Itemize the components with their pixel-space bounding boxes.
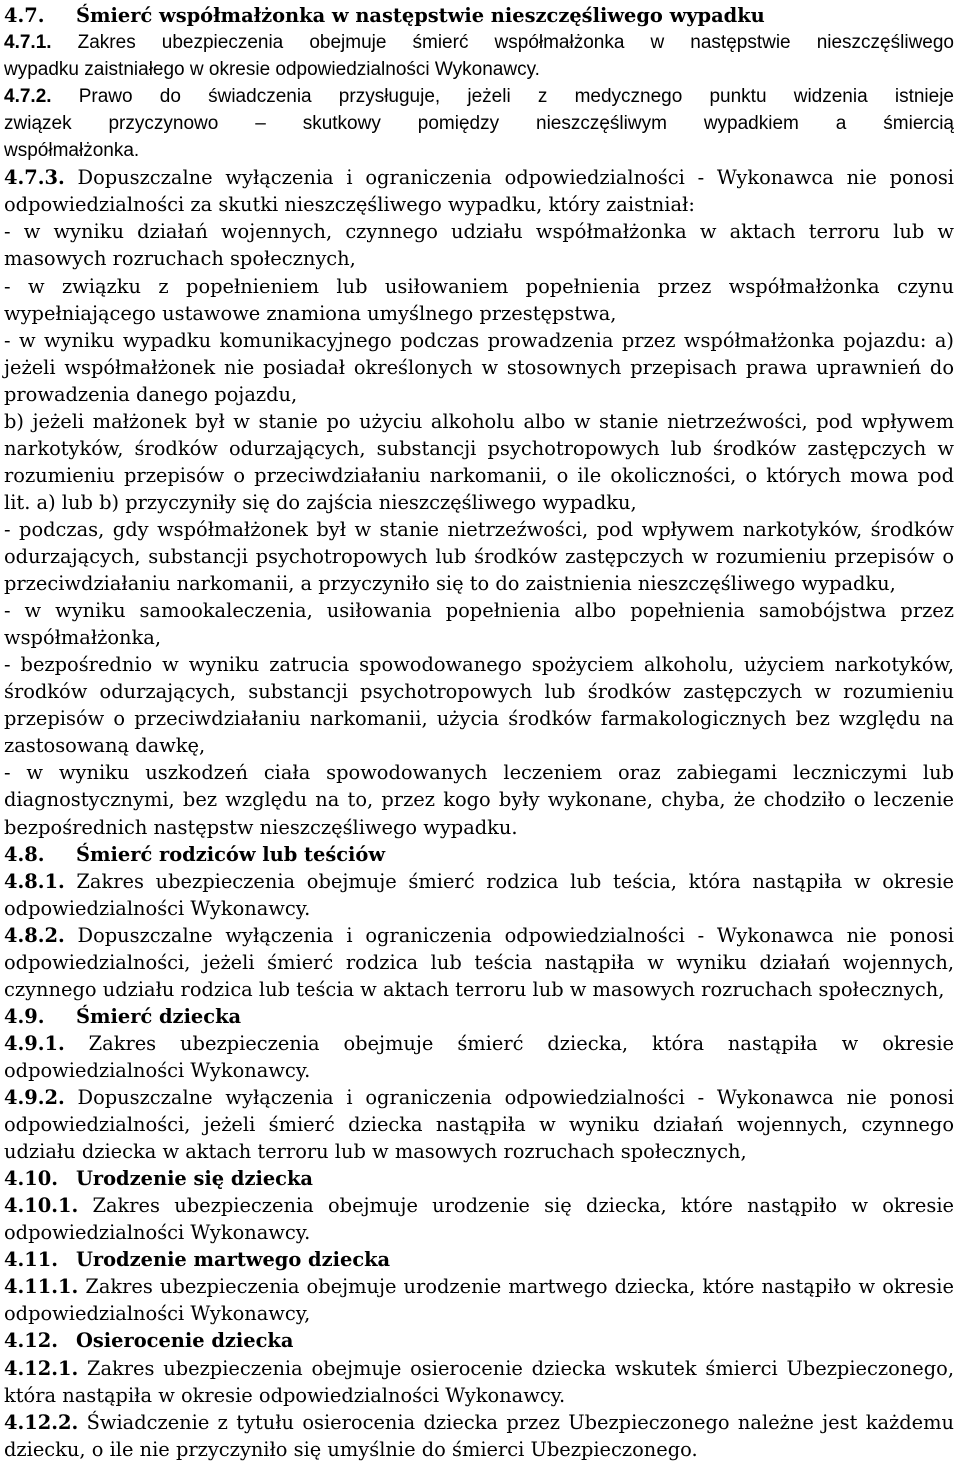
clause-text: dziecku, o ile nie przyczyniło się umyślnie do śmierci Ubezpieczonego. — [4, 1437, 698, 1461]
paragraph-line — [4, 489, 954, 516]
paragraph-line — [4, 786, 954, 813]
paragraph-line — [4, 273, 954, 300]
clause-text: wypadku zaistniałego w okresie odpowiedzialności Wykonawcy. — [4, 59, 540, 81]
clause-text: Zakres ubezpieczenia obejmuje osierocenie dziecka wskutek śmierci Ubezpieczonego, — [78, 1356, 954, 1380]
paragraph-line — [4, 678, 954, 705]
clause-text: czynnego udziału rodzica lub teścia w aktach terroru lub w masowych rozruchach społecznych, — [4, 977, 945, 1001]
paragraph-line — [4, 814, 954, 841]
section-heading — [4, 1327, 954, 1354]
clause-text: b) jeżeli małżonek był w stanie po użyciu alkoholu albo w stanie nietrzeźwości, pod wpływem — [4, 409, 954, 433]
section-title: Urodzenie martwego dziecka — [76, 1248, 391, 1272]
section-number: 4.9. — [4, 1004, 45, 1028]
section-number: 4.8. — [4, 842, 45, 866]
paragraph-line — [4, 300, 954, 327]
paragraph-line — [4, 408, 954, 435]
section-heading — [4, 841, 954, 868]
clause-number: 4.7.3. — [4, 166, 65, 190]
clause-text: udziału dziecka w aktach terroru lub w masowych rozruchach społecznych, — [4, 1140, 747, 1164]
clause-text: Zakres ubezpieczenia obejmuje śmierć dziecka, która nastąpiła w okresie — [64, 1031, 954, 1055]
paragraph-line — [4, 218, 954, 245]
clause-text: odurzających, substancji psychotropowych lub środków zastępczych w rozumieniu przepisów o — [4, 545, 954, 568]
clause-text: - w związku z popełnieniem lub usiłowaniem popełnienia przez współmałżonka czynu — [4, 274, 954, 298]
paragraph-line — [4, 1111, 954, 1138]
paragraph-line — [4, 895, 954, 922]
clause-text: - bezpośrednio w wyniku zatrucia spowodowanego spożyciem alkoholu, użyciem narkotyków, — [4, 653, 954, 677]
section-heading — [4, 1165, 954, 1192]
paragraph-line — [4, 164, 954, 191]
clause-text: diagnostycznymi, bez względu na to, przez kogo były wykonane, chyba, że chodziło o leczenie — [4, 788, 954, 812]
paragraph-line — [4, 732, 954, 759]
paragraph-line — [4, 245, 954, 272]
clause-text: rozumieniu przepisów o przeciwdziałaniu narkomanii, o ile okoliczności, o których mowa pod — [4, 463, 954, 487]
section-title: Osierocenie dziecka — [76, 1329, 294, 1353]
clause-text: związek przyczynowo – skutkowy pomiędzy nieszczęśliwym wypadkiem a śmiercią — [4, 113, 954, 135]
section-heading — [4, 1003, 954, 1030]
paragraph-line — [4, 1409, 954, 1436]
paragraph-line — [4, 462, 954, 489]
paragraph-line — [4, 543, 954, 570]
section-heading — [4, 1246, 954, 1273]
clause-text: zastosowaną dawkę, — [4, 734, 206, 758]
clause-text: prowadzenia danego pojazdu, — [4, 382, 298, 406]
clause-text: wypełniającego ustawowe znamiona umyślnego przestępstwa, — [4, 301, 617, 325]
section-number: 4.10. — [4, 1167, 58, 1191]
paragraph-line — [4, 83, 954, 110]
paragraph-line — [4, 1030, 954, 1057]
paragraph-line — [4, 1138, 954, 1165]
clause-text: - w wyniku samookaleczenia, usiłowania popełnienia albo popełnienia samobójstwa przez — [4, 599, 954, 623]
paragraph-line — [4, 570, 954, 597]
clause-number: 4.12.2. — [4, 1410, 79, 1434]
clause-text: - w wyniku działań wojennych, czynnego udziału współmałżonka w aktach terroru lub w — [4, 220, 954, 244]
clause-text: lit. a) lub b) przyczyniły się do zajścia nieszczęśliwego wypadku, — [4, 490, 637, 514]
clause-text: Zakres ubezpieczenia obejmuje urodzenie się dziecka, które nastąpiło w okresie — [78, 1194, 954, 1218]
clause-text: Zakres ubezpieczenia obejmuje urodzenie martwego dziecka, które nastąpiło w okresie — [78, 1275, 954, 1299]
paragraph-line — [4, 1382, 954, 1409]
clause-number: 4.12.1. — [4, 1356, 79, 1380]
paragraph-line — [4, 1273, 954, 1300]
paragraph-line — [4, 1436, 954, 1463]
paragraph-line — [4, 651, 954, 678]
paragraph-line — [4, 137, 954, 164]
clause-text: - podczas, gdy współmałżonek był w stanie nietrzeźwości, pod wpływem narkotyków, środków — [4, 517, 954, 541]
paragraph-line — [4, 759, 954, 786]
clause-text: - w wyniku wypadku komunikacyjnego podczas prowadzenia przez współmałżonka pojazdu: a) — [4, 328, 954, 352]
paragraph-line — [4, 381, 954, 408]
clause-text: - w wyniku uszkodzeń ciała spowodowanych leczeniem oraz zabiegami leczniczymi lub — [4, 761, 954, 785]
clause-text: odpowiedzialności, jeżeli śmierć dziecka nastąpiła w wyniku działań wojennych, czynnego — [4, 1113, 954, 1137]
clause-text: Świadczenie z tytułu osierocenia dziecka przez Ubezpieczonego należne jest każdemu — [78, 1410, 954, 1434]
clause-text: przepisów o przeciwdziałaniu narkomanii, użycia środków farmakologicznych bez względu na — [4, 707, 954, 731]
clause-text: odpowiedzialności Wykonawcy. — [4, 1221, 311, 1245]
paragraph-line — [4, 327, 954, 354]
clause-number: 4.7.2. — [4, 86, 52, 108]
paragraph-line — [4, 354, 954, 381]
clause-text: odpowiedzialności, jeżeli śmierć rodzica lub teścia nastąpiła w wyniku działań wojennych, — [4, 950, 954, 974]
clause-text: przeciwdziałaniu narkomanii, a przyczyniło się to do zaistnienia nieszczęśliwego wypadku, — [4, 572, 896, 596]
clause-text: odpowiedzialności Wykonawcy. — [4, 1058, 311, 1082]
paragraph-line — [4, 1084, 954, 1111]
paragraph-line — [4, 949, 954, 976]
section-title: Urodzenie się dziecka — [76, 1167, 313, 1191]
section-number: 4.12. — [4, 1329, 58, 1353]
clause-text: odpowiedzialności za skutki nieszczęśliwego wypadku, który zaistniał: — [4, 193, 695, 217]
section-title: Śmierć współmałżonka w następstwie nieszczęśliwego wypadku — [76, 4, 765, 27]
paragraph-line — [4, 976, 954, 1003]
clause-text: odpowiedzialności Wykonawcy. — [4, 896, 311, 920]
paragraph-line — [4, 705, 954, 732]
paragraph-line — [4, 516, 954, 543]
paragraph-line — [4, 597, 954, 624]
clause-text: bezpośrednich następstw nieszczęśliwego wypadku. — [4, 815, 518, 839]
clause-number: 4.8.1. — [4, 869, 65, 893]
paragraph-line — [4, 624, 954, 651]
paragraph-line — [4, 110, 954, 137]
clause-number: 4.8.2. — [4, 923, 65, 947]
section-title: Śmierć rodziców lub teściów — [76, 842, 386, 866]
paragraph-line — [4, 56, 954, 83]
paragraph-line — [4, 191, 954, 218]
section-number: 4.7. — [4, 4, 45, 27]
clause-number: 4.11.1. — [4, 1275, 79, 1299]
clause-text: współmałżonka. — [4, 140, 140, 162]
clause-text: która nastąpiła w okresie odpowiedzialności Wykonawcy. — [4, 1383, 566, 1407]
paragraph-line — [4, 1355, 954, 1382]
clause-text: Dopuszczalne wyłączenia i ograniczenia odpowiedzialności - Wykonawca nie ponosi — [64, 166, 954, 190]
clause-text: jeżeli współmałżonek nie posiadał określonych w stosownych przepisach prawa uprawnień do — [4, 355, 954, 379]
clause-text: środków odurzających, substancji psychotropowych lub środków zastępczych w rozumieniu — [4, 680, 954, 704]
paragraph-line — [4, 1192, 954, 1219]
section-number: 4.11. — [4, 1248, 58, 1272]
clause-text: narkotyków, środków odurzających, substancji psychotropowych lub środków zastępczych w — [4, 436, 954, 460]
clause-text: odpowiedzialności Wykonawcy, — [4, 1302, 311, 1326]
clause-text: Prawo do świadczenia przysługuje, jeżeli z medycznego punktu widzenia istnieje — [51, 86, 954, 108]
clause-text: Dopuszczalne wyłączenia i ograniczenia odpowiedzialności - Wykonawca nie ponosi — [64, 923, 954, 947]
clause-text: Dopuszczalne wyłączenia i ograniczenia odpowiedzialności - Wykonawca nie ponosi — [64, 1086, 954, 1109]
paragraph-line — [4, 1219, 954, 1246]
paragraph-line — [4, 868, 954, 895]
clause-number: 4.10.1. — [4, 1194, 79, 1218]
clause-number: 4.7.1. — [4, 32, 52, 54]
paragraph-line — [4, 29, 954, 56]
clause-text: współmałżonka, — [4, 626, 162, 650]
section-title: Śmierć dziecka — [76, 1004, 242, 1028]
paragraph-line — [4, 1300, 954, 1327]
clause-text: Zakres ubezpieczenia obejmuje śmierć współmałżonka w następstwie nieszczęśliwego — [51, 32, 954, 54]
paragraph-line — [4, 922, 954, 949]
clause-number: 4.9.1. — [4, 1031, 65, 1055]
section-heading — [4, 2, 954, 29]
clause-text: Zakres ubezpieczenia obejmuje śmierć rodzica lub teścia, która nastąpiła w okresie — [64, 869, 954, 893]
clause-number: 4.9.2. — [4, 1086, 65, 1109]
paragraph-line — [4, 435, 954, 462]
paragraph-line — [4, 1057, 954, 1084]
clause-text: masowych rozruchach społecznych, — [4, 247, 356, 271]
